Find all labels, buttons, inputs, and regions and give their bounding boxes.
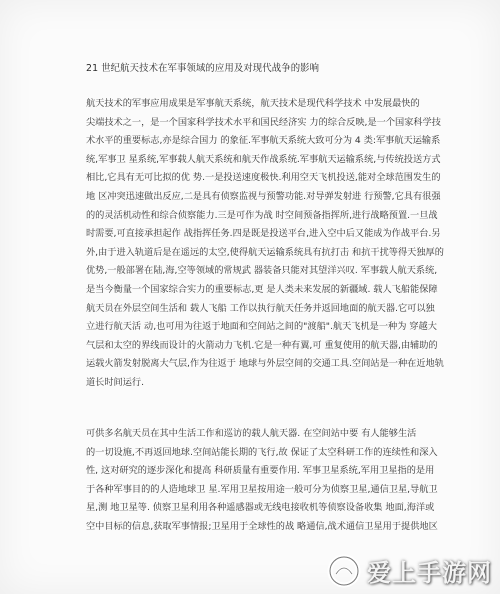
paragraph-line: 道长时间运行. xyxy=(86,376,145,388)
paragraph-line: 可供多名航天员在其中生活工作和巡访的载人航天器. 在空间站中要 有人能够生活 xyxy=(86,428,417,439)
paragraph-line: 时需要,可直接承担起作 战指挥任务.四是既是投送平台,进入空中后又能成为作战平台.另 xyxy=(86,228,441,240)
paragraph-line: 运载火箭发射脱离大气层,作为往返于 地球与外层空间的交通工具.空间站是一种在近地轨 xyxy=(86,358,444,370)
paragraph-line: 气层和太空的界线而设计的火箭动力飞机.它是一种有翼,可 重复使用的航天器,由辅助的 xyxy=(86,339,438,351)
watermark xyxy=(327,553,492,588)
watermark-logo-icon xyxy=(327,554,361,588)
paragraph-line: 统,军事卫 星系统,军事载人航天系统和航天作战系统.军事航天运输系统,与传统投送方式 xyxy=(86,153,441,165)
paragraph-line: 是当今衡量一个国家综合实力的重要标志,更 是人类未来发展的新疆域. 载人飞船能保障 xyxy=(86,283,438,295)
paragraph-line: 于各种军事目的的人造地球卫 星.军用卫星按用途一般可分为侦察卫星,通信卫星,导航卫 xyxy=(86,483,438,495)
paragraph-2 xyxy=(86,425,478,537)
paragraph-line: 航天技术的军事应用成果是军事航天系统，航天技术是现代科学技术 中发展最快的 xyxy=(86,98,420,109)
paragraph-line: 空中目标的信息,获取军事情报;卫星用于全球性的战 略通信,战术通信卫星用于提供地区 xyxy=(86,520,438,532)
paragraph-line: 性, 这对研究的逐步深化和提高 科研质量有重要作用. 军事卫星系统,军用卫星指的是用 xyxy=(86,465,435,477)
watermark-text: 爱上手游网 xyxy=(367,559,492,587)
paragraph-line: 地 区冲突迅速做出反应,二是具有侦察监视与预警功能.对导弹发射进 行预警,它具有很强 xyxy=(86,190,441,202)
paragraph-line: 星,测 地卫星等. 侦察卫星利用各种遥感器或无线电接收机等侦察设备收集 地面,海洋或 xyxy=(86,502,435,514)
paragraph-line: 术水平的重要标志,亦是综合国力 的象征.军事航天系统大致可分为 4 类:军事航天运输系 xyxy=(86,135,441,147)
paragraph-line: 航天员在外层空间生活和 载人飞船 工作以执行航天任务并返回地面的航天器.它可以独 xyxy=(86,302,435,314)
paragraph-line: 优势,一般部署在陆,海,空等领域的常规武 器装备只能对其望洋兴叹. 军事载人航天系统, xyxy=(86,265,438,277)
paragraph-line: 相比,它具有无可比拟的优 势.一是投送速度极快.利用空天飞机投送,能对全球范围发生的 xyxy=(86,172,441,184)
paragraph-line: 的的灵活机动性和综合侦察能力.三是可作为战 时空间预备指挥所,进行战略预置.一旦战 xyxy=(86,209,438,221)
paragraph-line: 的一切设施,不再返回地球.空间站能长期的飞行,故 保证了太空科研工作的连续性和深入 xyxy=(86,446,438,458)
paragraph-1 xyxy=(86,95,478,393)
paragraph-line: 尖端技术之一，是一个国家科学技术水平和国民经济实 力的综合反映,是一个国家科学技 xyxy=(86,116,441,128)
paragraph-line: 立进行航天活 动,也可用为往返于地面和空间站之间的"渡船".航天飞机是一种为 穿越大 xyxy=(86,321,437,333)
paragraph-line: 外,由于进入轨道后是在遥远的太空,使得航天运输系统具有抗打击 和抗干扰等得天独厚的 xyxy=(86,246,444,258)
document-title: 21 世纪航天技术在军事领域的应用及对现代战争的影响 xyxy=(86,63,320,74)
